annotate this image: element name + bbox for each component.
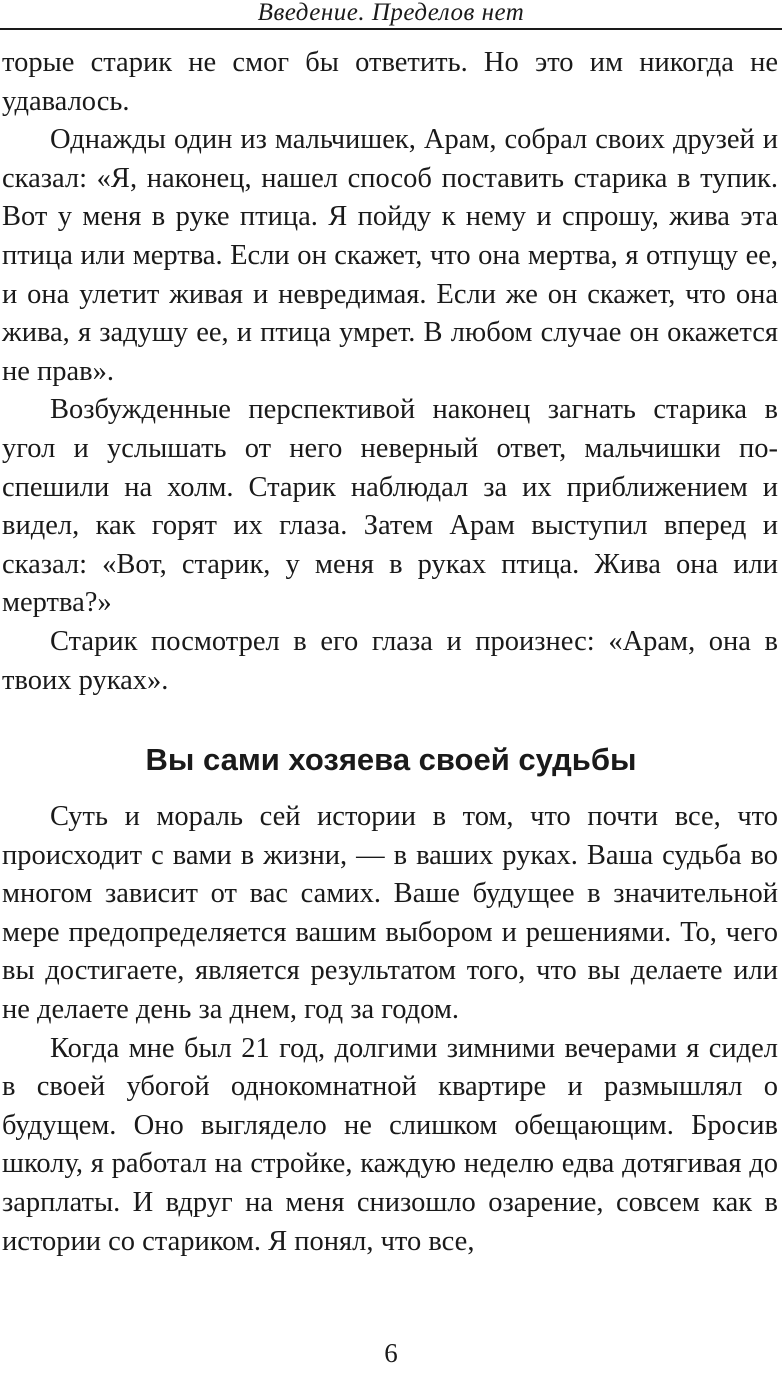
running-head: Введение. Пределов нет (0, 0, 782, 30)
paragraph: Когда мне был 21 год, долгими зимними вечерами я сидел в своей убогой однокомнатной квартире и размышлял о будущем. Оно выглядело не слишком обещающим. Бросив школу, я работал на стройке, каждую неделю едва дотягивая до зарплаты. И вдруг на меня снизошло озарение, совсем как в истории со стариком. Я понял, что все, (2, 1032, 778, 1257)
paragraph: Суть и мораль сей истории в том, что почти все, что происходит с вами в жизни, — в ваших руках. Ваша судьба во многом зависит от вас самих. Ваше будущее в значительной мере предопределяется вашим выбором и решениями. То, чего вы достигаете, является результатом того, что вы делаете или не делаете день за днем, год за годом. (2, 801, 778, 1025)
text-block-story (2, 44, 778, 700)
paragraph: Возбужденные перспективой наконец загнать старика в угол и услышать от него неверный ответ, мальчишки поспешили на холм. Старик наблюдал за их приближением и видел, как горят их глаза. Затем Арам выступил вперед и сказал: «Вот, старик, у меня в руках птица. Жива она или мертва?» (2, 394, 778, 619)
text-block-section (2, 798, 778, 1261)
paragraph: Старик посмотрел в его глаза и произнес: «Арам, она в твоих руках». (2, 625, 778, 696)
paragraph: Однажды один из мальчишек, Арам, собрал своих друзей и сказал: «Я, наконец, нашел способ поставить старика в тупик. Вот у меня в руке птица. Я пойду к нему и спрошу, жива эта птица или мертва. Если он скажет, что она мертва, я отпущу ее, и она улетит живая и невредимая. Если же он скажет, что она жива, я задушу ее, и птица умрет. В любом случае он окажется не прав». (2, 124, 778, 387)
section-heading: Вы сами хозяева своей судьбы (145, 742, 637, 777)
page-number: 6 (384, 1338, 398, 1368)
paragraph-continuation: торые старик не смог бы ответить. Но это им никогда не удавалось. (2, 47, 778, 117)
